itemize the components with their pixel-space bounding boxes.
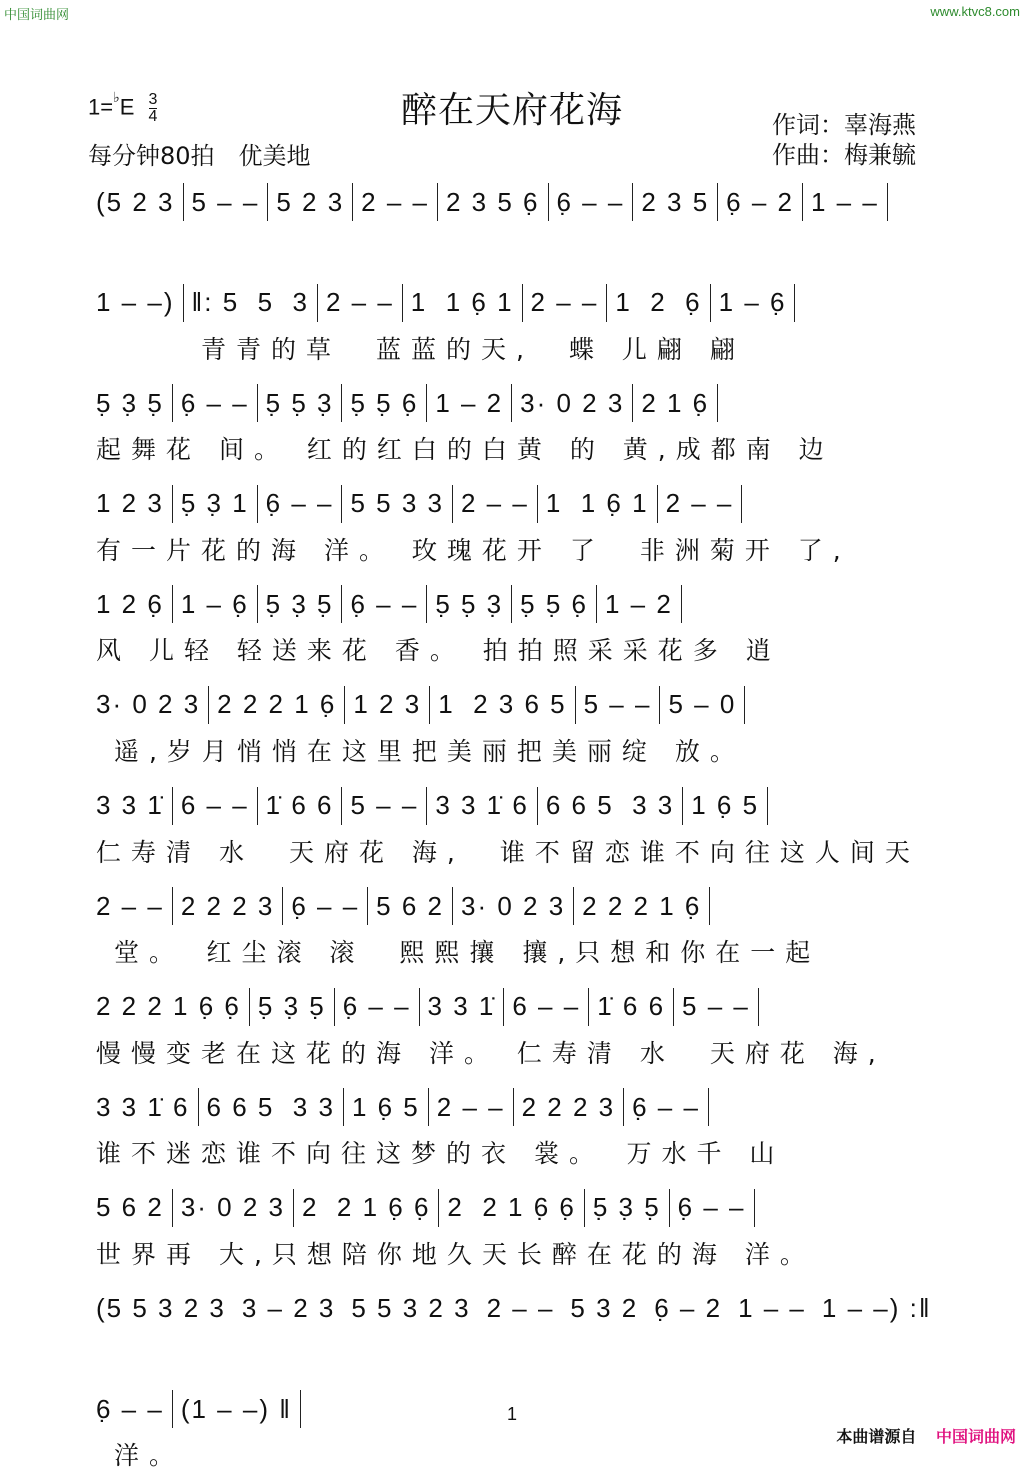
barline bbox=[341, 384, 342, 422]
measure: 1 – 6̣ bbox=[718, 287, 787, 318]
measure: 3 3 1̇ bbox=[96, 790, 164, 821]
notation-line bbox=[96, 276, 946, 330]
composer: 作曲：梅兼毓 bbox=[772, 141, 916, 169]
notation-line bbox=[96, 1181, 946, 1235]
measure: 2 – – bbox=[436, 1091, 505, 1122]
barline bbox=[172, 787, 173, 825]
measure: 1̇ 6 6 bbox=[265, 790, 334, 821]
barline bbox=[710, 284, 711, 322]
measure: 6̣ – 2 bbox=[654, 1293, 723, 1324]
barline bbox=[673, 988, 674, 1026]
barline bbox=[669, 1189, 670, 1227]
measure: 1 – –) bbox=[96, 287, 175, 318]
notation-line bbox=[96, 980, 946, 1034]
measure: 1 – 2 bbox=[435, 387, 504, 418]
measure: 1̇ 6 6 bbox=[597, 991, 666, 1022]
measure: 3· 0 2 3 bbox=[520, 387, 625, 418]
notation-line bbox=[96, 376, 946, 430]
measure: 2 3 5 bbox=[641, 186, 710, 217]
barline bbox=[208, 686, 209, 724]
score-row bbox=[96, 1181, 946, 1282]
song-title: 醉在天府花海 bbox=[400, 90, 623, 132]
barline bbox=[367, 887, 368, 925]
measure: 2 2 2 1 6̣ bbox=[582, 890, 702, 921]
barline bbox=[708, 1088, 709, 1126]
barline bbox=[341, 585, 342, 623]
barline bbox=[172, 384, 173, 422]
notation-line bbox=[96, 678, 946, 732]
watermark-right: www.ktvc8.com bbox=[930, 4, 1020, 19]
barline bbox=[522, 284, 523, 322]
measure: 1 1 6̣ 1 bbox=[410, 287, 514, 318]
measure: 6̣ – 2 bbox=[726, 186, 794, 217]
measure: 5 – 0 bbox=[668, 689, 737, 720]
measure: 6̣ – – bbox=[350, 588, 419, 619]
measure: 1 – –) :‖ bbox=[821, 1293, 932, 1324]
measure: 5̣ 3̣ 5̣ bbox=[592, 1192, 661, 1223]
barline bbox=[623, 1088, 624, 1126]
barline bbox=[754, 1189, 755, 1227]
measure: 3 – 2 3 bbox=[241, 1293, 336, 1324]
measure: 5 6 2 bbox=[96, 1192, 164, 1223]
measure: 5̣ 5̣ 3̣ bbox=[435, 588, 504, 619]
measure: 6̣ – – bbox=[96, 1393, 164, 1424]
page-number: 1 bbox=[506, 1404, 517, 1424]
notation-line bbox=[96, 175, 946, 229]
measure: 1 1 6̣ 1 bbox=[545, 488, 649, 519]
source-credit bbox=[836, 1424, 1016, 1447]
watermark-left: 中国词曲网 bbox=[4, 8, 70, 23]
barline bbox=[596, 585, 597, 623]
measure: 2 – – bbox=[96, 890, 164, 921]
score-row bbox=[96, 477, 946, 578]
measure: (5 5 3 2 3 bbox=[96, 1293, 226, 1324]
measure: 5̣ 3̣ 1 bbox=[180, 488, 249, 519]
score-row bbox=[96, 1080, 946, 1181]
measure: 2 2 2 3 bbox=[521, 1091, 616, 1122]
barline bbox=[172, 485, 173, 523]
lyrics-line: 洋。 bbox=[96, 1441, 184, 1471]
barline bbox=[503, 988, 504, 1026]
barline bbox=[257, 787, 258, 825]
measure: 1 6̣ 5 bbox=[691, 790, 760, 821]
measure: 5 5 3 2 3 bbox=[351, 1293, 471, 1324]
barline bbox=[584, 1189, 585, 1227]
barline bbox=[267, 183, 268, 221]
barline bbox=[341, 485, 342, 523]
time-numerator: 3 bbox=[148, 91, 158, 108]
barline bbox=[183, 284, 184, 322]
barline bbox=[183, 183, 184, 221]
barline bbox=[198, 1088, 199, 1126]
barline bbox=[717, 183, 718, 221]
measure: 5 – – bbox=[682, 991, 750, 1022]
lyrics-line: 起舞花 间。 红的红白的白黄 的 黄,成都南 边 bbox=[96, 435, 834, 465]
measure: 1 2 3 6 5 bbox=[438, 689, 567, 720]
measure: 3· 0 2 3 bbox=[461, 890, 566, 921]
barline bbox=[426, 585, 427, 623]
measure: 6̣ – – bbox=[265, 488, 334, 519]
measure: 2 2 2 3 bbox=[180, 890, 275, 921]
tempo-marking: 每分钟80拍 优美地 bbox=[88, 142, 311, 170]
key-note: E bbox=[119, 94, 135, 120]
measure: 1 – 2 bbox=[604, 588, 673, 619]
score-row bbox=[96, 779, 946, 880]
barline bbox=[343, 1088, 344, 1126]
barline bbox=[293, 1189, 294, 1227]
barline bbox=[588, 988, 589, 1026]
barline bbox=[758, 988, 759, 1026]
measure: 3 3 1̇ 6 bbox=[435, 790, 529, 821]
barline bbox=[511, 585, 512, 623]
barline bbox=[802, 183, 803, 221]
measure: 2 1 6̣ bbox=[641, 387, 710, 418]
barline bbox=[334, 988, 335, 1026]
key-signature bbox=[88, 89, 158, 125]
measure: 1 2 6̣ bbox=[615, 287, 702, 318]
score-row bbox=[96, 1382, 946, 1483]
measure: 2 2 1 6̣ 6̣ bbox=[447, 1192, 576, 1223]
barline bbox=[767, 787, 768, 825]
credits bbox=[772, 110, 916, 170]
barline bbox=[659, 686, 660, 724]
time-signature bbox=[149, 92, 158, 125]
barline bbox=[426, 787, 427, 825]
measure: 6̣ – – bbox=[180, 387, 249, 418]
measure: 2 – – bbox=[361, 186, 429, 217]
measure: 2 2 1 6̣ 6̣ bbox=[302, 1192, 431, 1223]
measure: 5̣ 3̣ 5̣ bbox=[257, 991, 326, 1022]
lyrics-line: 慢慢变老在这花的海 洋。 仁寿清 水 天府花 海, bbox=[96, 1038, 886, 1068]
barline bbox=[249, 988, 250, 1026]
measure: 1 2 3 bbox=[96, 488, 164, 519]
score-row bbox=[96, 1282, 946, 1383]
lyrics-line: 谁不迷恋谁不向往这梦的衣 裳。 万水千 山 bbox=[96, 1139, 785, 1169]
barline bbox=[717, 384, 718, 422]
notation-line bbox=[96, 779, 946, 833]
measure: 2 – – bbox=[486, 1293, 555, 1324]
measure: 2 3 5 6̣ bbox=[445, 186, 540, 217]
barline bbox=[537, 787, 538, 825]
barline bbox=[537, 485, 538, 523]
measure: 2 2 2 1 6̣ 6̣ bbox=[96, 991, 241, 1022]
measure: 5 – – bbox=[583, 689, 652, 720]
barline bbox=[511, 384, 512, 422]
measure: 5 – – bbox=[191, 186, 260, 217]
lyrics-line: 堂。 红尘滚 滚 熙熙攘 攘,只想和你在一起 bbox=[96, 938, 821, 968]
score-row bbox=[96, 879, 946, 980]
measure: 5 2 3 bbox=[276, 186, 345, 217]
lyrics-line: 遥,岁月悄悄在这里把美丽把美丽绽 放。 bbox=[96, 736, 745, 766]
measure: 6 – – bbox=[180, 790, 249, 821]
barline bbox=[681, 585, 682, 623]
time-denominator: 4 bbox=[148, 108, 158, 125]
measure: 1 6̣ 5 bbox=[351, 1091, 420, 1122]
barline bbox=[548, 183, 549, 221]
barline bbox=[352, 183, 353, 221]
score-row bbox=[96, 276, 946, 377]
measure: 1 2 6̣ bbox=[96, 588, 164, 619]
measure: 2 – – bbox=[665, 488, 734, 519]
measure: 6 6 5 3 3 bbox=[206, 1091, 335, 1122]
measure: 6 – – bbox=[512, 991, 581, 1022]
lyrics-line: 有一片花的海 洋。 玫瑰花开 了 非洲菊开 了, bbox=[96, 535, 851, 565]
notation-line bbox=[96, 577, 946, 631]
measure: 5 3 2 bbox=[570, 1293, 639, 1324]
measure: 5 – – bbox=[350, 790, 419, 821]
barline bbox=[709, 887, 710, 925]
barline bbox=[513, 1088, 514, 1126]
lyrics-line: 青青的草 蓝蓝的天, 蝶 儿翩 翩 bbox=[96, 334, 745, 364]
barline bbox=[428, 1088, 429, 1126]
barline bbox=[257, 384, 258, 422]
measure: 3· 0 2 3 bbox=[96, 689, 201, 720]
barline bbox=[744, 686, 745, 724]
measure: 1 2 3 bbox=[353, 689, 422, 720]
measure: 2 2 2 1 6̣ bbox=[217, 689, 337, 720]
barline bbox=[452, 887, 453, 925]
barline bbox=[794, 284, 795, 322]
barline bbox=[657, 485, 658, 523]
lyrics-line: 仁寿清 水 天府花 海, 谁不留恋谁不向往这人间天 bbox=[96, 837, 920, 867]
measure: 6̣ – – bbox=[342, 991, 411, 1022]
score-row bbox=[96, 376, 946, 477]
barline bbox=[257, 585, 258, 623]
barline bbox=[344, 686, 345, 724]
barline bbox=[887, 183, 888, 221]
barline bbox=[426, 384, 427, 422]
lyrics-line: 世界再 大,只想陪你地久天长醉在花的海 洋。 bbox=[96, 1239, 815, 1269]
measure: 1 – – bbox=[810, 186, 879, 217]
barline bbox=[575, 686, 576, 724]
measure: 6̣ – – bbox=[291, 890, 360, 921]
lyrics-line: 风 儿轻 轻送来花 香。 拍拍照采采花多 逍 bbox=[96, 636, 781, 666]
barline bbox=[606, 284, 607, 322]
barline bbox=[573, 887, 574, 925]
barline bbox=[172, 1189, 173, 1227]
measure: 5̣ 5̣ 6̣ bbox=[350, 387, 419, 418]
measure: 6̣ – – bbox=[556, 186, 625, 217]
barline bbox=[419, 988, 420, 1026]
notation-line bbox=[96, 1282, 946, 1336]
measure: 3 3 1̇ bbox=[427, 991, 496, 1022]
barline bbox=[429, 686, 430, 724]
measure: 5̣ 5̣ 6̣ bbox=[520, 588, 588, 619]
barline bbox=[257, 485, 258, 523]
measure: ‖: 5 5 3 bbox=[191, 287, 309, 318]
barline bbox=[452, 485, 453, 523]
measure: (1 – –) ‖ bbox=[180, 1393, 292, 1424]
measure: 2 – – bbox=[325, 287, 394, 318]
barline bbox=[172, 887, 173, 925]
score-row bbox=[96, 577, 946, 678]
measure: 5̣ 3̣ 5̣ bbox=[96, 387, 164, 418]
source-site: 中国词曲网 bbox=[935, 1427, 1016, 1446]
score-row bbox=[96, 980, 946, 1081]
barline bbox=[317, 284, 318, 322]
measure: 6 6 5 3 3 bbox=[545, 790, 675, 821]
flat-icon: ♭ bbox=[113, 89, 120, 106]
lyricist: 作词：辜海燕 bbox=[772, 111, 916, 139]
notation-line bbox=[96, 1080, 946, 1134]
measure: 2 – – bbox=[461, 488, 529, 519]
barline bbox=[632, 183, 633, 221]
lyrics-line bbox=[96, 229, 946, 269]
barline bbox=[437, 183, 438, 221]
notation-line bbox=[96, 477, 946, 531]
score-row bbox=[96, 678, 946, 779]
measure: (5 2 3 bbox=[96, 186, 175, 217]
measure: 3· 0 2 3 bbox=[180, 1192, 285, 1223]
score-body bbox=[96, 175, 946, 1483]
measure: 6̣ – – bbox=[677, 1192, 746, 1223]
measure: 5̣ 5̣ 3̣ bbox=[265, 387, 334, 418]
key-prefix: 1= bbox=[88, 94, 114, 120]
measure: 5 6 2 bbox=[376, 890, 444, 921]
measure: 2 – – bbox=[530, 287, 599, 318]
measure: 5̣ 3̣ 5̣ bbox=[265, 588, 334, 619]
notation-line bbox=[96, 879, 946, 933]
barline bbox=[172, 585, 173, 623]
measure: 6̣ – – bbox=[632, 1091, 700, 1122]
barline bbox=[682, 787, 683, 825]
measure: 1 – – bbox=[738, 1293, 806, 1324]
measure: 3 3 1̇ 6 bbox=[96, 1091, 190, 1122]
barline bbox=[741, 485, 742, 523]
barline bbox=[341, 787, 342, 825]
source-label: 本曲谱源自 bbox=[836, 1427, 917, 1446]
score-row bbox=[96, 175, 946, 276]
lyrics-line bbox=[96, 1336, 946, 1376]
barline bbox=[282, 887, 283, 925]
barline bbox=[402, 284, 403, 322]
measure: 1 – 6̣ bbox=[180, 588, 249, 619]
barline bbox=[438, 1189, 439, 1227]
barline bbox=[632, 384, 633, 422]
measure: 5 5 3 3 bbox=[350, 488, 444, 519]
